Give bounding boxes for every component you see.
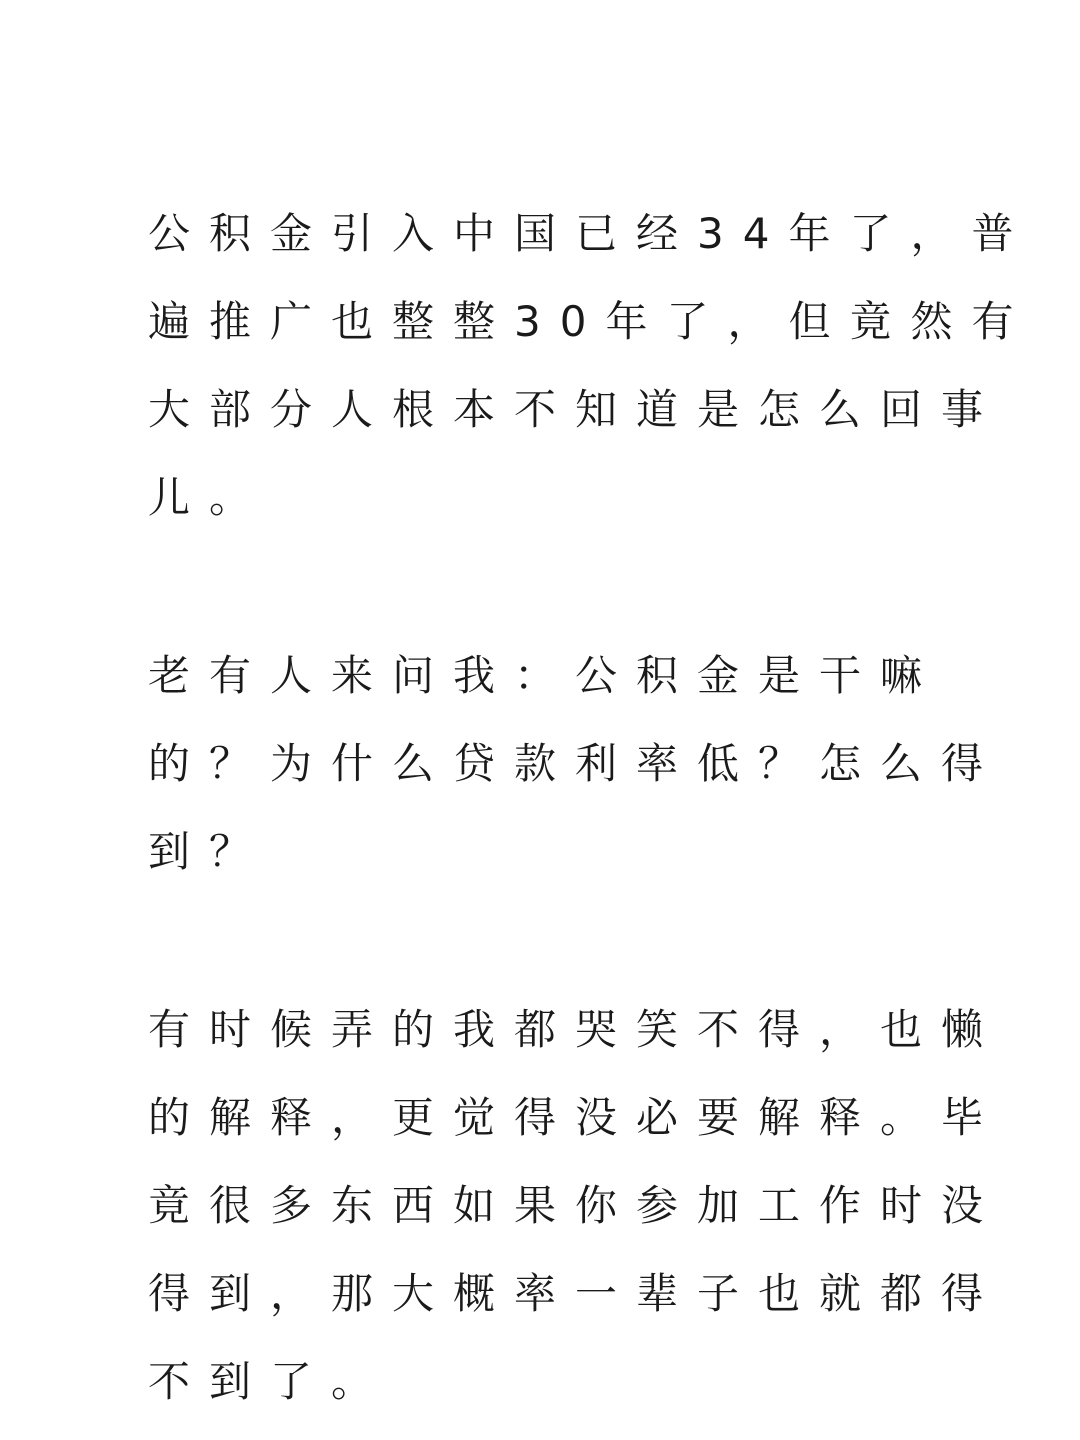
text-line: 得到，那大概率一辈子也就都得 xyxy=(148,1269,1003,1318)
text-line: 儿。 xyxy=(148,473,271,522)
paragraph-1 xyxy=(148,190,1033,542)
paragraph-spacer xyxy=(148,896,968,986)
text-line: 到？ xyxy=(148,827,271,876)
text-line: 公积金引入中国已经34年了，普 xyxy=(148,209,1033,258)
text-line: 的解释，更觉得没必要解释。毕 xyxy=(148,1093,1003,1142)
text-line: 的？为什么贷款利率低？怎么得 xyxy=(148,739,1003,788)
paragraph-2 xyxy=(148,632,1003,896)
text-line: 有时候弄的我都哭笑不得，也懒 xyxy=(148,1005,1003,1054)
text-line: 竟很多东西如果你参加工作时没 xyxy=(148,1181,1003,1230)
text-line: 不到了。 xyxy=(148,1357,393,1406)
article-body xyxy=(148,190,1033,1426)
paragraph-3 xyxy=(148,986,1003,1426)
text-line: 老有人来问我：公积金是干嘛 xyxy=(148,651,942,700)
text-line: 大部分人根本不知道是怎么回事 xyxy=(148,385,1003,434)
text-line: 遍推广也整整30年了，但竟然有 xyxy=(148,297,1033,346)
paragraph-spacer xyxy=(148,542,968,632)
